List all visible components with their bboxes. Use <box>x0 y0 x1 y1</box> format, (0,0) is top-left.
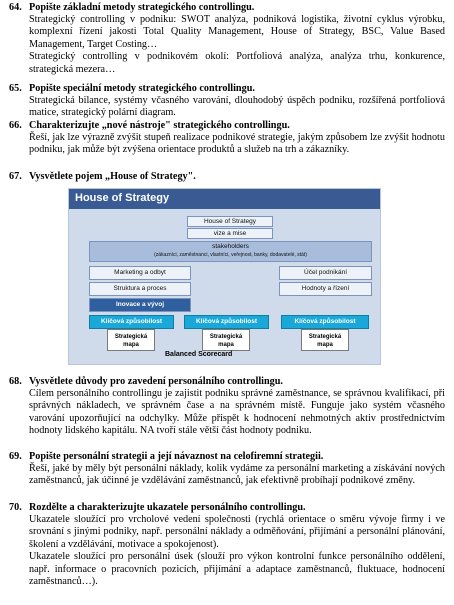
question-number: 68. <box>9 376 22 387</box>
key-competence-box-1 <box>89 315 174 329</box>
answer-text <box>29 388 445 438</box>
question-68 <box>9 376 445 452</box>
paragraph: Ukazatele sloužící pro personální úsek (slouží pro výkon kontrolní funkce personálního oddělení, např. informace o pracovních pozicích, přijímání a adaptace zaměstnanců, fluktuace, hodnocení zaměstnanců…). <box>29 551 445 588</box>
strategy-map-label: Strategická mapa <box>209 334 243 348</box>
diagram-title-bar <box>69 189 380 209</box>
strategy-map-1 <box>107 329 155 351</box>
diagram-title: House of Strategy <box>75 192 170 204</box>
question-number: 65. <box>9 83 22 94</box>
question-number: 67. <box>9 171 22 182</box>
answer-text <box>29 14 445 76</box>
house-box <box>187 216 273 227</box>
values-box <box>279 282 372 296</box>
vision-label: vize a mise <box>213 230 247 237</box>
answer-text <box>29 463 445 488</box>
key-competence-label: Klíčová způsobilost <box>100 318 163 325</box>
stakeholders-detail: (zákazníci, zaměstnanci, vlastníci, veřejnost, banky, dodavatelé, stát) <box>154 252 307 258</box>
question-66 <box>9 120 445 170</box>
marketing-box <box>89 266 191 280</box>
question-heading: Rozdělte a charakterizujte ukazatele personálního controllingu. <box>29 502 306 513</box>
strategy-map-label: Strategická mapa <box>114 334 148 348</box>
question-heading: Popište základní metody strategického controllingu. <box>29 2 255 13</box>
paragraph: Ukazatele sloužící pro vrcholové vedení společnosti (rychlá orientace o směru vývoje firmy i ve srovnání s jinými podniky, např. personální náklady a odměňování, přijímání a personální plánování, školení a vzdělávání, motivace a spokojenost). <box>29 514 445 550</box>
values-label: Hodnoty a řízení <box>301 285 350 292</box>
balanced-scorecard-label: Balanced Scorecard <box>165 351 233 358</box>
question-heading: Vysvětlete pojem „House of Strategy". <box>29 171 196 182</box>
answer-text <box>29 132 445 157</box>
question-number: 70. <box>9 502 22 513</box>
question-64 <box>9 2 445 78</box>
paragraph: Strategická bilance, systémy včasného varování, dlouhodobý úspěch podniku, rozšířená portfoliová matice, strategický polární diagram. <box>29 95 445 119</box>
question-heading: Vysvětlete důvody pro zavedení personálního controllingu. <box>29 376 283 387</box>
question-69 <box>9 451 445 501</box>
stakeholders-box <box>89 241 372 262</box>
paragraph: Strategický controlling v podniku: SWOT analýza, podniková logistika, životní cyklus výrobku, komplexní řízení jakosti Total Quality Management, House of Strategy, BSC, Value Based Management, Target Costing… <box>29 14 445 50</box>
marketing-label: Marketing a odbyt <box>114 269 166 276</box>
innovation-label: Inovace a vývoj <box>115 301 165 308</box>
house-of-strategy-diagram <box>68 188 381 365</box>
structure-box <box>89 282 191 296</box>
paragraph: Strategický controlling v podnikovém okolí: Portfoliová analýza, analýza trhu, konkurence, strategická mezera… <box>29 51 445 75</box>
question-67 <box>9 171 445 185</box>
vision-box <box>187 228 273 239</box>
house-label: House of Strategy <box>203 218 257 225</box>
answer-text <box>29 514 445 588</box>
key-competence-label: Klíčová způsobilost <box>294 318 356 325</box>
question-number: 66. <box>9 120 22 131</box>
question-65 <box>9 83 445 119</box>
stakeholders-label: stakeholders <box>212 243 249 250</box>
goal-label: Účel podnikání <box>304 269 347 276</box>
question-number: 69. <box>9 451 22 462</box>
key-competence-label: Klíčová způsobilost <box>195 318 258 325</box>
paragraph: Řeší, jaké by měly být personální náklady, kolik vydáme za personální marketing a získávání nových zaměstnanců, jak účinné je vzdělávání zaměstnanců, jak efektivně probíhají podnikové změny. <box>29 463 445 487</box>
answer-text <box>29 95 445 120</box>
question-heading: Popište personální strategii a její návaznost na celofiremní strategii. <box>29 451 324 462</box>
question-heading: Popište speciální metody strategického controllingu. <box>29 83 255 94</box>
strategy-map-3 <box>301 329 349 351</box>
paragraph: Řeší, jak lze výrazně zvýšit stupeň realizace podnikové strategie, jakým způsobem lze zvýšit hodnotu podniku, jak může být zvýšena orientace produktů a služeb na trh a zákazníky. <box>29 132 445 156</box>
paragraph: Cílem personálního controllingu je zajistit podniku správné zaměstnance, se správnou kvalifikací, při správných nákladech, ve správném čase a na správném místě. Funguje jako systém včasného varování upozorňující na odchylky. Může přispět k hodnocení nehmotných aktiv prostřednictvím hodnoty lidského kapitálu. NA tvoří stále větší část hodnoty podniku. <box>29 388 445 437</box>
question-number: 64. <box>9 2 22 13</box>
key-competence-box-3 <box>281 315 369 329</box>
innovation-box <box>89 298 191 312</box>
question-heading: Charakterizujte „nové nástroje" strategického controllingu. <box>29 120 290 131</box>
question-70 <box>9 502 445 602</box>
goal-box <box>279 266 372 280</box>
strategy-map-label: Strategická mapa <box>308 334 342 348</box>
key-competence-box-2 <box>184 315 269 329</box>
strategy-map-2 <box>202 329 250 351</box>
structure-label: Struktura a proces <box>113 285 167 292</box>
